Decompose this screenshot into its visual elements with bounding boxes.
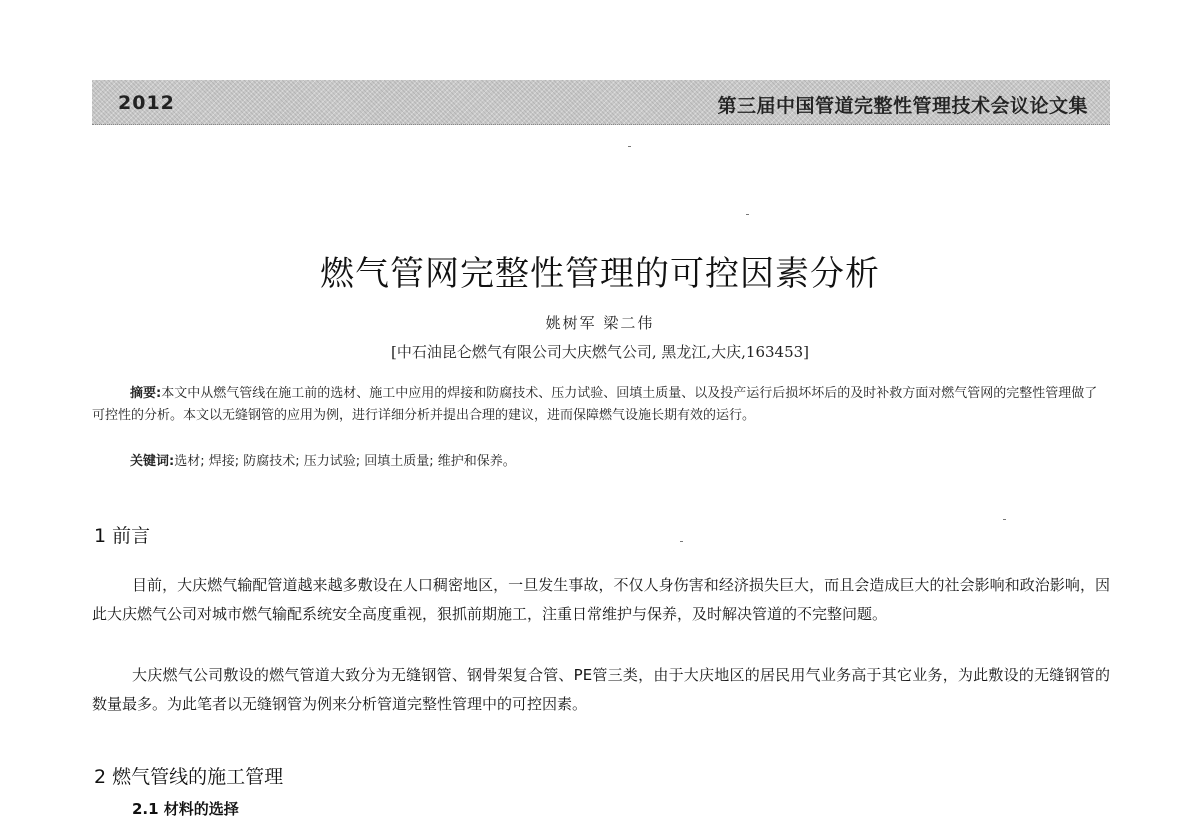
- section-heading-introduction: 1 前言: [94, 525, 151, 547]
- keywords-text: 选材; 焊接; 防腐技术; 压力试验; 回填土质量; 维护和保养。: [174, 454, 516, 469]
- scan-speck: [680, 541, 683, 542]
- keywords-label: 关键词:: [130, 454, 175, 469]
- abstract-label: 摘要:: [130, 386, 162, 401]
- header-conference-title: 第三届中国管道完整性管理技术会议论文集: [717, 95, 1088, 117]
- scan-speck: [1003, 519, 1006, 520]
- scan-speck: [628, 146, 631, 147]
- abstract-text: 本文中从燃气管线在施工前的选材、施工中应用的焊接和防腐技术、压力试验、回填土质量、以及投产运行后损坏坏后的及时补救方面对燃气管网的完整性管理做了可控性的分析。本文以无缝钢管的应用为例，进行详细分析并提出合理的建议，进而保障燃气设施长期有效的运行。: [92, 386, 1098, 423]
- body-paragraph: 目前，大庆燃气输配管道越来越多敷设在人口稠密地区，一旦发生事故，不仅人身伤害和经济损失巨大，而且会造成巨大的社会影响和政治影响，因此大庆燃气公司对城市燃气输配系统安全高度重视，狠抓前期施工，注重日常维护与保养，及时解决管道的不完整问题。: [92, 576, 1110, 623]
- keywords: [130, 450, 516, 469]
- abstract: [92, 383, 1110, 427]
- paper-affiliation: [中石油昆仑燃气有限公司大庆燃气公司, 黑龙江,大庆,163453]: [390, 343, 810, 361]
- section-heading-construction: 2 燃气管线的施工管理: [94, 766, 284, 788]
- body-paragraph: 大庆燃气公司敷设的燃气管道大致分为无缝钢管、钢骨架复合管、PE管三类，由于大庆地区的居民用气业务高于其它业务，为此敷设的无缝钢管的数量最多。为此笔者以无缝钢管为例来分析管道完整性管理中的可控因素。: [92, 666, 1110, 713]
- paper-authors: 姚树军 梁二伟: [545, 314, 655, 332]
- subsection-heading-materials: 2.1 材料的选择: [132, 800, 239, 818]
- header-year: 2012: [118, 92, 175, 114]
- paper-title: 燃气管网完整性管理的可控因素分析: [320, 254, 880, 294]
- scan-speck: [746, 214, 749, 215]
